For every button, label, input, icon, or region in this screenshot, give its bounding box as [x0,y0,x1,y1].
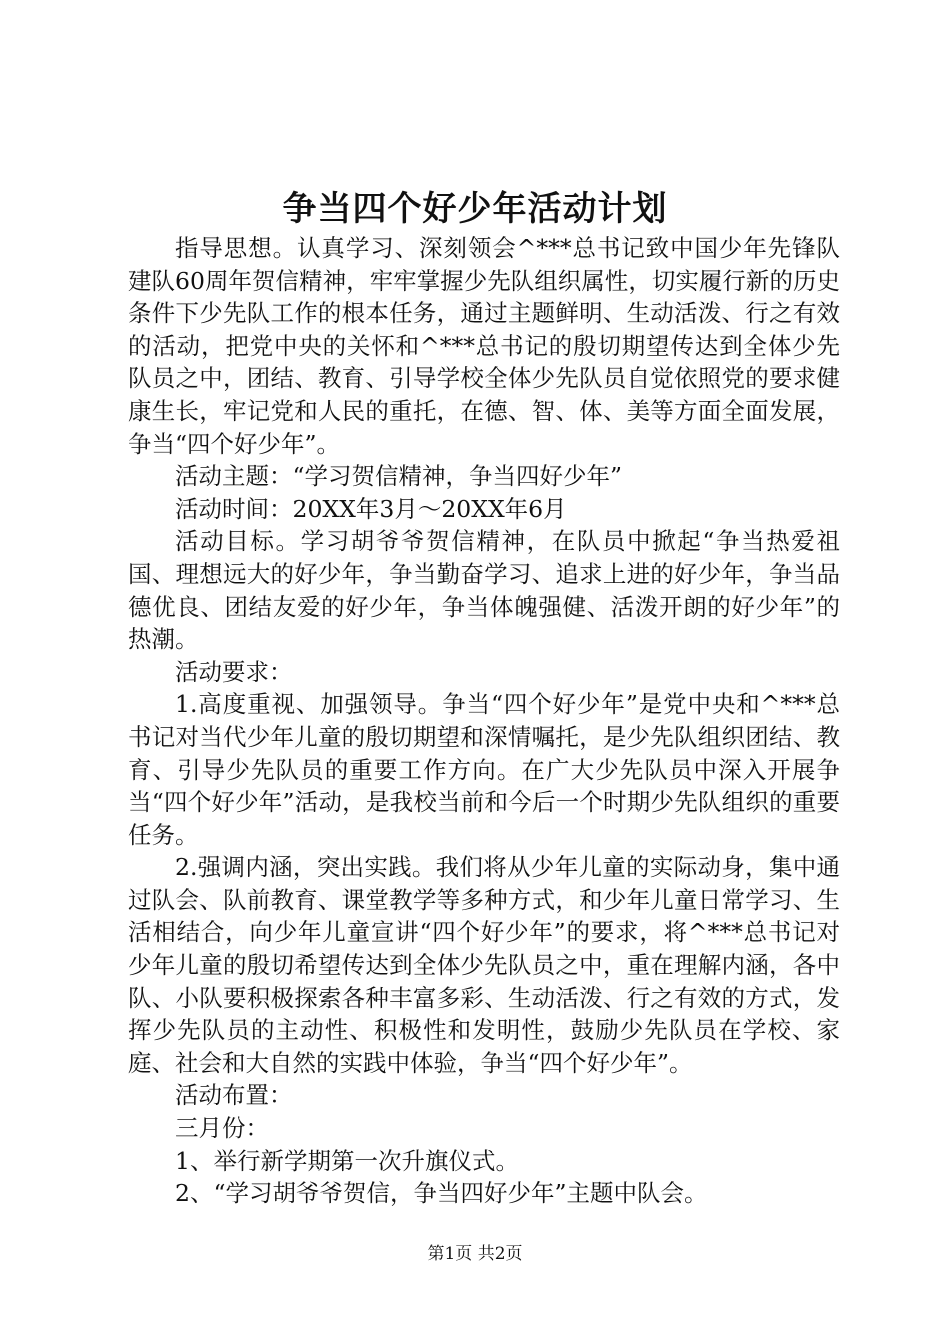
paragraph-activity-time: 活动时间：20XX年3月～20XX年6月 [175,494,567,523]
paragraph-arrangement-heading: 活动布置： [175,1081,293,1110]
paragraph-activity-theme: 活动主题：“学习贺信精神，争当四好少年” [175,462,623,491]
paragraph-guiding-ideology: 指导思想。认真学习、深刻领会^***总书记致中国少年先锋队建队60周年贺信精神，牢牢掌握少先队组织属性，切实履行新的历史条件下少先队工作的根本任务，通过主题鲜明、生动活泼、行之有效的活动，把党中央的关怀和^***总书记的殷切期望传达到全体少先队员之中，团结、教育、引导学校全体少先队员自觉依照党的要求健康生长，牢记党和人民的重托，在德、智、体、美等方面全面发展，争当“四个好少年”。 [128,234,840,458]
paragraph-march-heading: 三月份： [175,1114,269,1143]
paragraph-requirement-2: 2.强调内涵，突出实践。我们将从少年儿童的实际动身，集中通过队会、队前教育、课堂教学等多种方式，和少年儿童日常学习、生活相结合，向少年儿童宣讲“四个好少年”的要求，将^***总书记对少年儿童的殷切希望传达到全体少先队员之中，重在理解内涵，各中队、小队要积极探索各种丰富多彩、生动活泼、行之有效的方式，发挥少先队员的主动性、积极性和发明性，鼓励少先队员在学校、家庭、社会和大自然的实践中体验，争当“四个好少年”。 [128,853,840,1077]
paragraph-activity-goal: 活动目标。学习胡爷爷贺信精神，在队员中掀起“争当热爱祖国、理想远大的好少年，争当勤奋学习、追求上进的好少年，争当品德优良、团结友爱的好少年，争当体魄强健、活泼开朗的好少年”的热潮。 [128,527,840,654]
page-number-footer: 第1页 共2页 [427,1244,523,1264]
list-item-flag-ceremony: 1、举行新学期第一次升旗仪式。 [175,1146,519,1175]
paragraph-requirement-1: 1.高度重视、加强领导。争当“四个好少年”是党中央和^***总书记对当代少年儿童的殷切期望和深情嘱托，是少先队组织团结、教育、引导少先队员的重要工作方向。在广大少先队员中深入开展争当“四个好少年”活动，是我校当前和今后一个时期少先队组织的重要任务。 [128,690,840,849]
paragraph-requirements-heading: 活动要求： [175,657,293,686]
document-body [128,232,840,1210]
document-title: 争当四个好少年活动计划 [282,189,668,229]
list-item-team-meeting: 2、“学习胡爷爷贺信，争当四好少年”主题中队会。 [175,1179,708,1208]
